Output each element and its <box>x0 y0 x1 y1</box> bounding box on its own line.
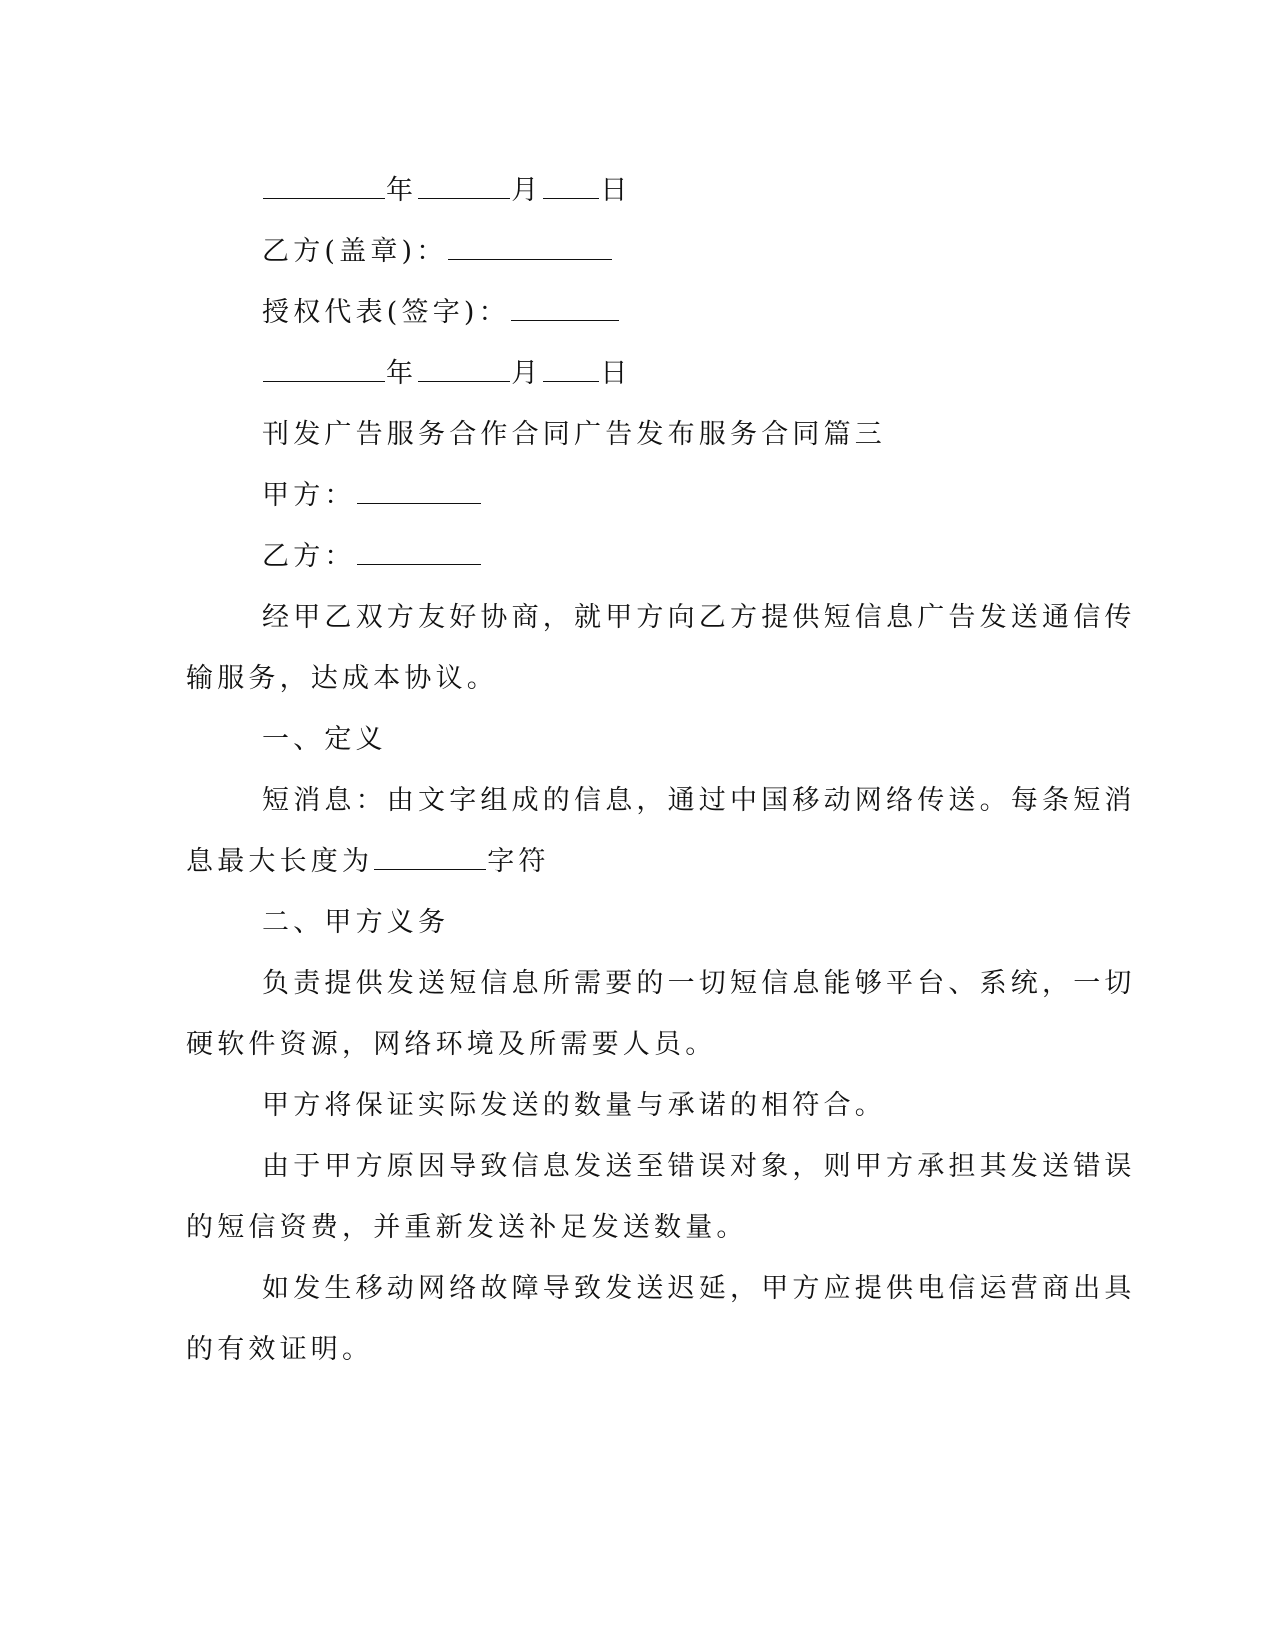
day-blank <box>543 176 599 199</box>
day-blank <box>543 359 599 382</box>
month-blank <box>418 176 510 199</box>
party-b-blank <box>357 542 481 565</box>
duty-4-line-1: 如发生移动网络故障导致发送迟延，甲方应提供电信运营商出具 <box>262 1273 1136 1304</box>
authorized-rep-label: 授权代表(签字)： <box>262 297 510 328</box>
month-blank <box>418 359 510 382</box>
year-blank <box>263 359 385 382</box>
duty-4-line-2: 的有效证明。 <box>186 1334 374 1365</box>
heading-party-a-duties: 二、甲方义务 <box>262 907 450 938</box>
definition-length-label: 息最大长度为 <box>186 846 374 877</box>
party-b-seal-blank <box>448 237 612 260</box>
document-body <box>186 160 1136 1380</box>
authorized-rep-line <box>186 282 1066 343</box>
year-blank <box>263 176 385 199</box>
definition-line-1: 短消息：由文字组成的信息，通过中国移动网络传送。每条短消 <box>262 785 1136 816</box>
party-a-label: 甲方： <box>262 480 356 511</box>
party-b-line <box>186 526 1066 587</box>
definition-line-2 <box>186 831 1066 892</box>
date-line-2 <box>186 343 1066 404</box>
duty-3-line-1: 由于甲方原因导致信息发送至错误对象，则甲方承担其发送错误 <box>262 1151 1136 1182</box>
date-line-1 <box>186 160 1066 221</box>
year-label: 年 <box>386 175 418 206</box>
day-label: 日 <box>600 358 632 389</box>
heading-definitions: 一、定义 <box>262 724 387 755</box>
section-title: 刊发广告服务合作合同广告发布服务合同篇三 <box>262 419 886 450</box>
month-label: 月 <box>511 358 543 389</box>
party-a-blank <box>357 481 481 504</box>
intro-paragraph-line-2: 输服务，达成本协议。 <box>186 663 498 694</box>
duty-2-line-1: 甲方将保证实际发送的数量与承诺的相符合。 <box>262 1090 886 1121</box>
definition-unit-label: 字符 <box>487 846 550 877</box>
party-a-line <box>186 465 1066 526</box>
length-blank <box>374 847 486 870</box>
duty-3-line-2: 的短信资费，并重新发送补足发送数量。 <box>186 1212 748 1243</box>
day-label: 日 <box>600 175 632 206</box>
intro-paragraph-line-1: 经甲乙双方友好协商，就甲方向乙方提供短信息广告发送通信传 <box>262 602 1136 633</box>
duty-1-line-1: 负责提供发送短信息所需要的一切短信息能够平台、系统，一切 <box>262 968 1136 999</box>
year-label: 年 <box>386 358 418 389</box>
duty-1-line-2: 硬软件资源，网络环境及所需要人员。 <box>186 1029 717 1060</box>
party-b-label: 乙方： <box>262 541 356 572</box>
party-b-seal-label: 乙方(盖章)： <box>262 236 448 267</box>
party-b-seal-line <box>186 221 1066 282</box>
month-label: 月 <box>511 175 543 206</box>
authorized-rep-blank <box>511 298 619 321</box>
